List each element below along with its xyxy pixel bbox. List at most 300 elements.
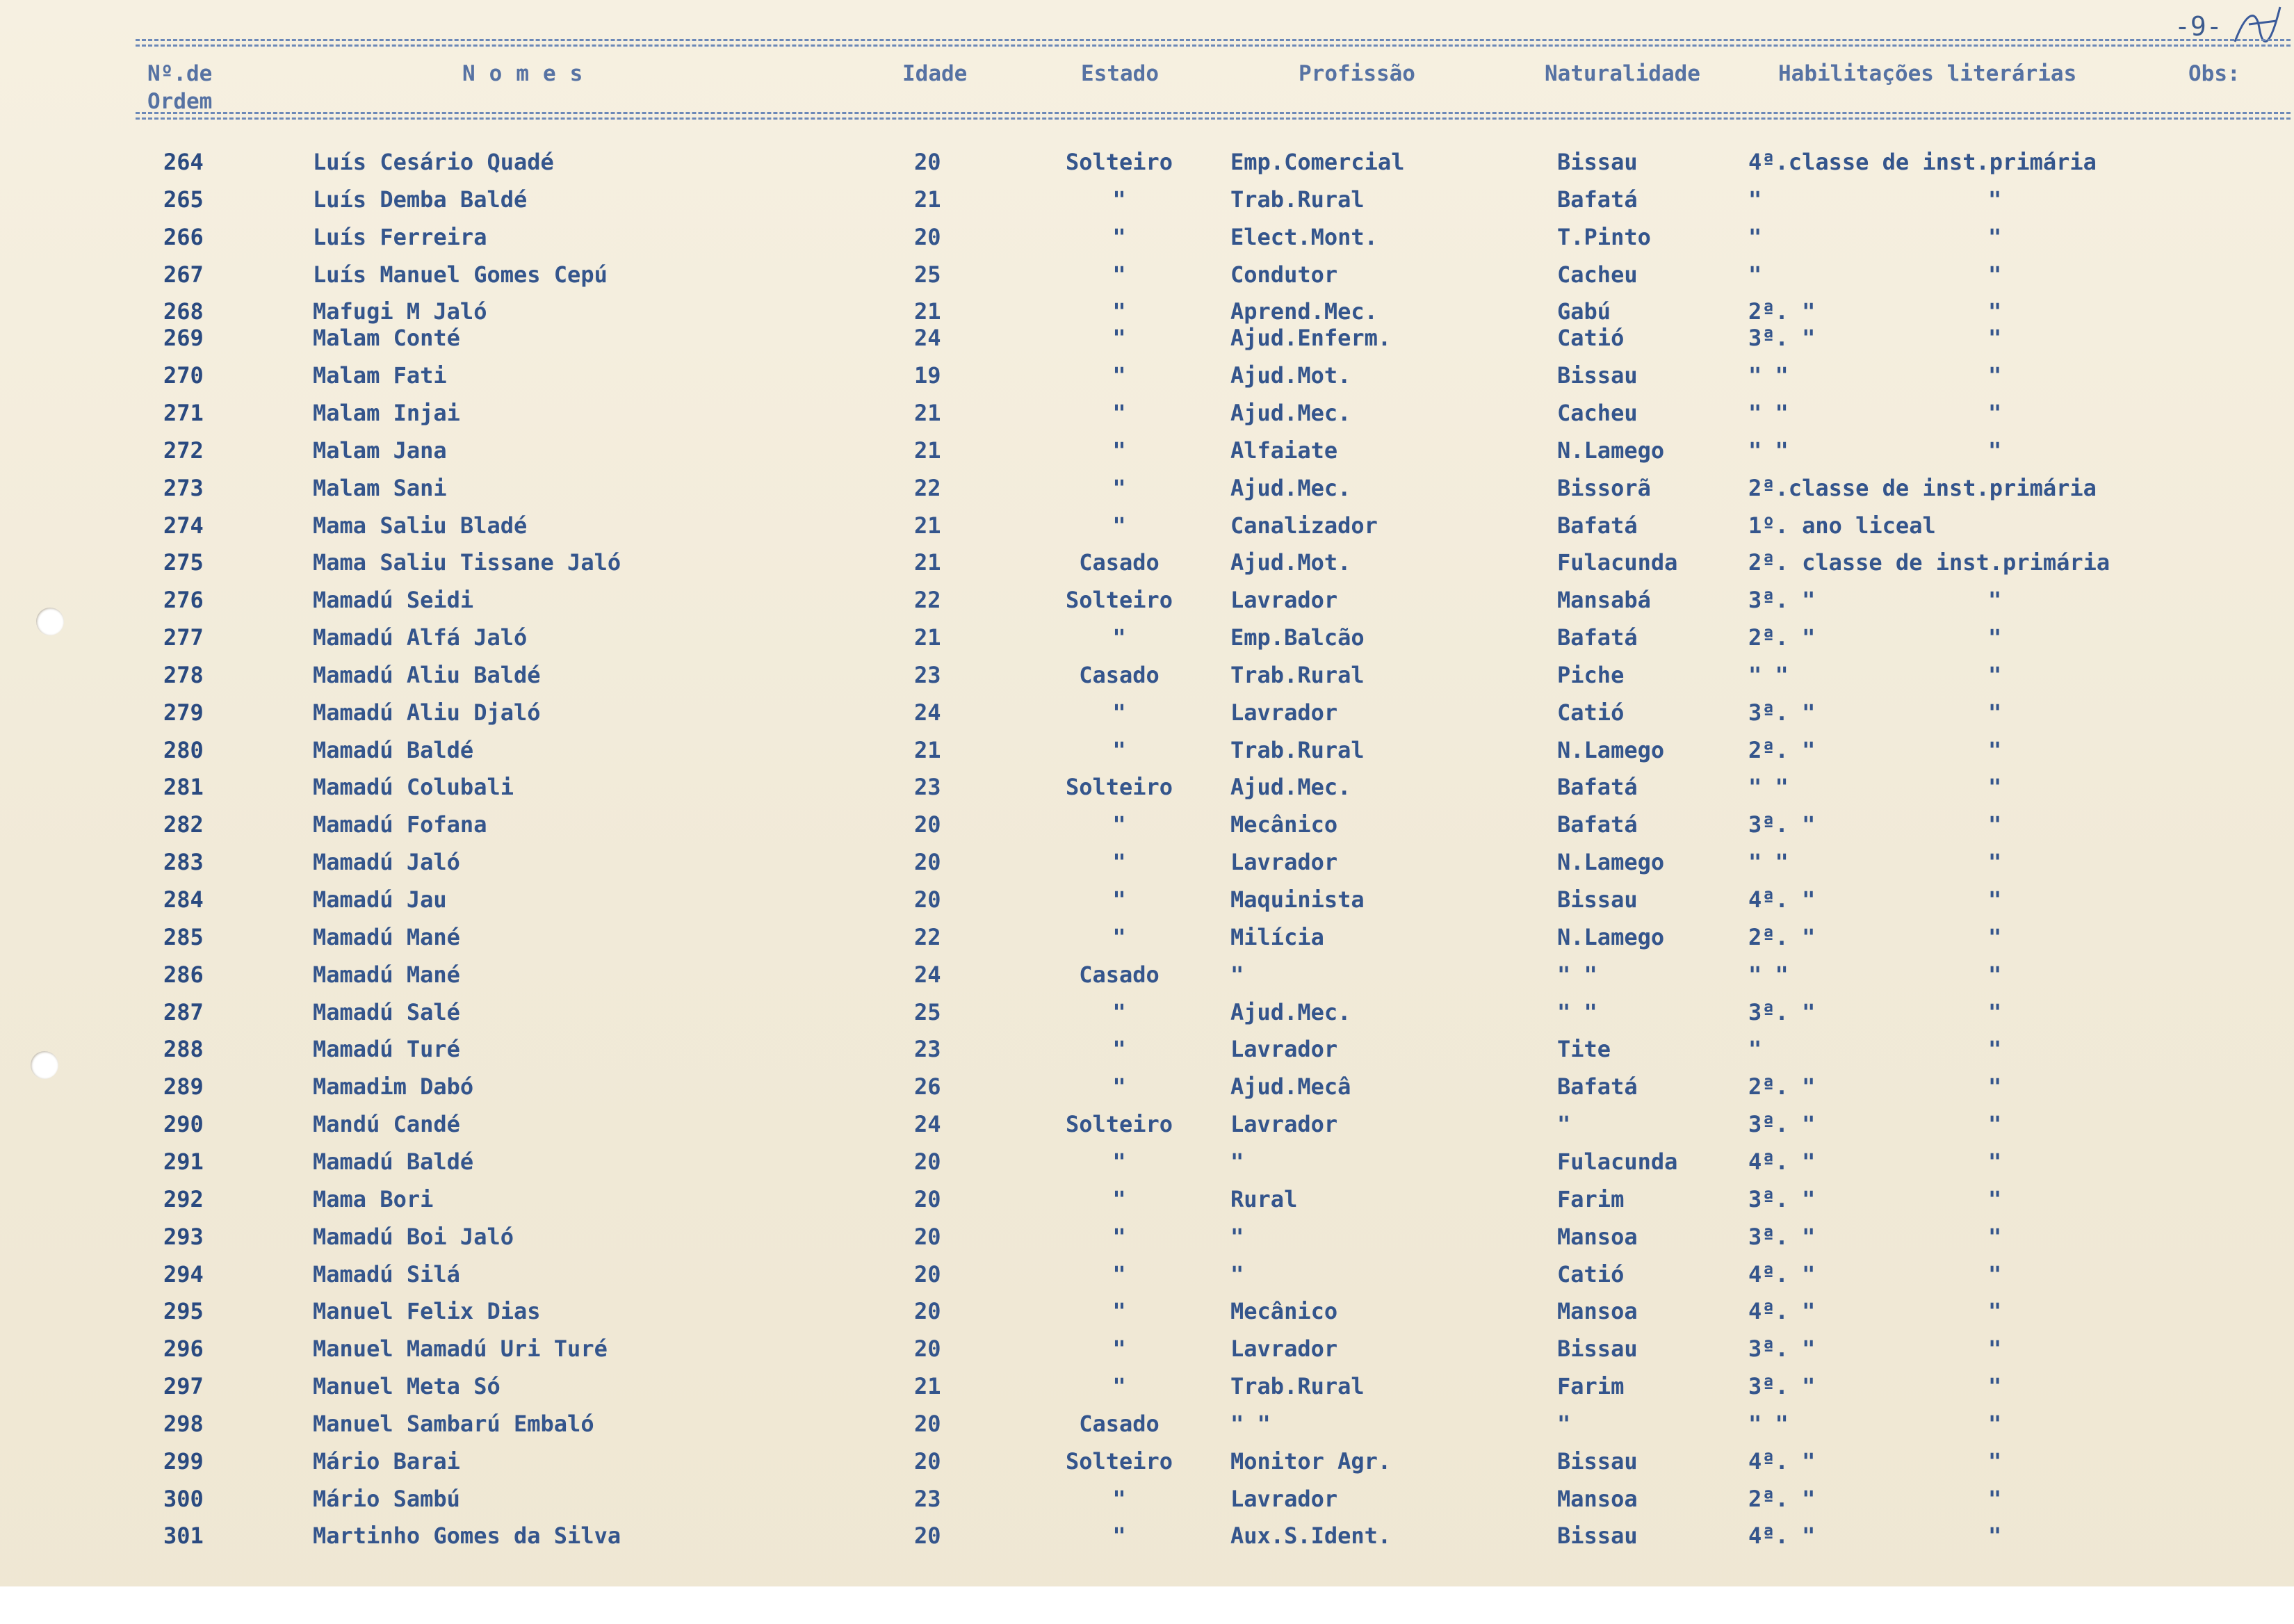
- table-row: [0, 508, 2294, 543]
- marital-status-cell: ": [1112, 261, 1126, 288]
- marital-status-cell: ": [1112, 1036, 1126, 1062]
- marital-status-cell: ": [1112, 325, 1126, 351]
- table-row: [0, 1444, 2294, 1479]
- education-cell: ": [1748, 1036, 1762, 1062]
- name-cell: Malam Sani: [313, 475, 447, 501]
- name-cell: Mafugi M Jaló: [313, 298, 487, 325]
- education-ditto-cell: ": [1988, 1373, 2002, 1399]
- education-cell: 4ª. ": [1748, 1298, 1816, 1324]
- name-cell: Mamadú Colubali: [313, 774, 514, 800]
- education-cell: " ": [1748, 1411, 1789, 1437]
- origin-cell: Bafatá: [1557, 186, 1638, 213]
- order-number-cell: 280: [163, 737, 204, 763]
- age-cell: 20: [914, 849, 941, 875]
- marital-status-cell: Solteiro: [1065, 774, 1173, 800]
- age-cell: 21: [914, 549, 941, 576]
- profession-cell: Lavrador: [1230, 1111, 1338, 1137]
- origin-cell: Bissorã: [1557, 475, 1651, 501]
- education-cell: 4ª. ": [1748, 1148, 1816, 1175]
- education-cell: 2ª. ": [1748, 624, 1816, 651]
- order-number-cell: 292: [163, 1186, 204, 1212]
- education-ditto-cell: ": [1988, 1298, 2002, 1324]
- marital-status-cell: ": [1112, 924, 1126, 950]
- education-ditto-cell: ": [1988, 1411, 2002, 1437]
- marital-status-cell: Casado: [1079, 961, 1160, 988]
- profession-cell: Lavrador: [1230, 699, 1338, 726]
- education-ditto-cell: ": [1988, 261, 2002, 288]
- header-origin: Naturalidade: [1545, 61, 1700, 86]
- marital-status-cell: ": [1112, 400, 1126, 426]
- name-cell: Mamadú Baldé: [313, 1148, 474, 1175]
- table-row: [0, 658, 2294, 692]
- marital-status-cell: ": [1112, 1335, 1126, 1362]
- age-cell: 24: [914, 325, 941, 351]
- education-ditto-cell: ": [1988, 437, 2002, 464]
- origin-cell: Catió: [1557, 325, 1625, 351]
- education-cell: 2ª. ": [1748, 737, 1816, 763]
- order-number-cell: 283: [163, 849, 204, 875]
- age-cell: 22: [914, 924, 941, 950]
- origin-cell: Bissau: [1557, 149, 1638, 175]
- origin-cell: Farim: [1557, 1373, 1625, 1399]
- order-number-cell: 285: [163, 924, 204, 950]
- profession-cell: Mecânico: [1230, 811, 1338, 838]
- age-cell: 20: [914, 1224, 941, 1250]
- header-age: Idade: [902, 61, 968, 86]
- origin-cell: Bafatá: [1557, 512, 1638, 539]
- profession-cell: Lavrador: [1230, 1036, 1338, 1062]
- education-cell: ": [1748, 186, 1762, 213]
- order-number-cell: 291: [163, 1148, 204, 1175]
- table-row: [0, 545, 2294, 580]
- origin-cell: Mansabá: [1557, 587, 1651, 613]
- origin-cell: " ": [1557, 961, 1597, 988]
- education-cell: 2ª.classe de inst.primária: [1748, 475, 2097, 501]
- name-cell: Luís Ferreira: [313, 224, 487, 250]
- profession-cell: Aux.S.Ident.: [1230, 1522, 1392, 1549]
- profession-cell: Emp.Balcão: [1230, 624, 1365, 651]
- education-ditto-cell: ": [1988, 624, 2002, 651]
- profession-cell: Lavrador: [1230, 849, 1338, 875]
- education-cell: " ": [1748, 774, 1789, 800]
- profession-cell: Ajud.Mec.: [1230, 400, 1351, 426]
- name-cell: Mamadú Jaló: [313, 849, 460, 875]
- age-cell: 20: [914, 1148, 941, 1175]
- name-cell: Mandú Candé: [313, 1111, 460, 1137]
- table-row: [0, 1518, 2294, 1553]
- marital-status-cell: ": [1112, 1522, 1126, 1549]
- table-row: [0, 1107, 2294, 1142]
- table-row: [0, 1257, 2294, 1292]
- origin-cell: Bafatá: [1557, 1073, 1638, 1100]
- marital-status-cell: Casado: [1079, 1411, 1160, 1437]
- name-cell: Mamadú Silá: [313, 1261, 460, 1288]
- education-ditto-cell: ": [1988, 1186, 2002, 1212]
- education-ditto-cell: ": [1988, 186, 2002, 213]
- order-number-cell: 265: [163, 186, 204, 213]
- origin-cell: ": [1557, 1111, 1571, 1137]
- name-cell: Manuel Sambarú Embaló: [313, 1411, 594, 1437]
- marital-status-cell: ": [1112, 624, 1126, 651]
- marital-status-cell: ": [1112, 1148, 1126, 1175]
- age-cell: 20: [914, 1298, 941, 1324]
- name-cell: Malam Conté: [313, 325, 460, 351]
- education-cell: 3ª. ": [1748, 811, 1816, 838]
- order-number-cell: 271: [163, 400, 204, 426]
- origin-cell: Bissau: [1557, 1522, 1638, 1549]
- order-number-cell: 264: [163, 149, 204, 175]
- table-row: [0, 1331, 2294, 1366]
- table-row: [0, 1144, 2294, 1179]
- education-cell: " ": [1748, 662, 1789, 688]
- name-cell: Mamadú Aliu Djaló: [313, 699, 541, 726]
- profession-cell: ": [1230, 1224, 1244, 1250]
- profession-cell: Emp.Comercial: [1230, 149, 1405, 175]
- age-cell: 19: [914, 362, 941, 389]
- age-cell: 23: [914, 774, 941, 800]
- marital-status-cell: Solteiro: [1065, 587, 1173, 613]
- handwritten-initials-mark: [2228, 0, 2287, 56]
- page-number: -9-: [2174, 11, 2222, 42]
- name-cell: Mama Bori: [313, 1186, 434, 1212]
- marital-status-cell: Solteiro: [1065, 1448, 1173, 1475]
- table-row: [0, 620, 2294, 655]
- education-ditto-cell: ": [1988, 400, 2002, 426]
- profession-cell: ": [1230, 1148, 1244, 1175]
- marital-status-cell: Solteiro: [1065, 1111, 1173, 1137]
- header-profession: Profissão: [1299, 61, 1415, 86]
- education-ditto-cell: ": [1988, 699, 2002, 726]
- education-ditto-cell: ": [1988, 662, 2002, 688]
- table-row: [0, 1481, 2294, 1516]
- age-cell: 20: [914, 1186, 941, 1212]
- age-cell: 23: [914, 1036, 941, 1062]
- education-ditto-cell: ": [1988, 325, 2002, 351]
- table-row: [0, 845, 2294, 879]
- name-cell: Luís Demba Baldé: [313, 186, 528, 213]
- origin-cell: Tite: [1557, 1036, 1611, 1062]
- name-cell: Malam Jana: [313, 437, 447, 464]
- name-cell: Manuel Meta Só: [313, 1373, 501, 1399]
- education-cell: 4ª. ": [1748, 886, 1816, 913]
- age-cell: 20: [914, 1335, 941, 1362]
- order-number-cell: 274: [163, 512, 204, 539]
- name-cell: Mama Saliu Bladé: [313, 512, 528, 539]
- profession-cell: Ajud.Mot.: [1230, 362, 1351, 389]
- order-number-cell: 287: [163, 999, 204, 1025]
- header-education: Habilitações literárias: [1778, 61, 2077, 86]
- profession-cell: Ajud.Mec.: [1230, 475, 1351, 501]
- age-cell: 21: [914, 624, 941, 651]
- marital-status-cell: ": [1112, 886, 1126, 913]
- origin-cell: N.Lamego: [1557, 437, 1665, 464]
- order-number-cell: 289: [163, 1073, 204, 1100]
- education-cell: 2ª. ": [1748, 1073, 1816, 1100]
- education-ditto-cell: ": [1988, 1036, 2002, 1062]
- profession-cell: Ajud.Mec.: [1230, 999, 1351, 1025]
- education-cell: 4ª. ": [1748, 1522, 1816, 1549]
- marital-status-cell: ": [1112, 849, 1126, 875]
- table-row: [0, 145, 2294, 179]
- marital-status-cell: ": [1112, 475, 1126, 501]
- name-cell: Mamadú Mané: [313, 924, 460, 950]
- education-cell: ": [1748, 261, 1762, 288]
- marital-status-cell: ": [1112, 186, 1126, 213]
- education-ditto-cell: ": [1988, 1261, 2002, 1288]
- order-number-cell: 293: [163, 1224, 204, 1250]
- education-ditto-cell: ": [1988, 1448, 2002, 1475]
- name-cell: Martinho Gomes da Silva: [313, 1522, 621, 1549]
- table-row: [0, 957, 2294, 992]
- age-cell: 24: [914, 699, 941, 726]
- origin-cell: Bissau: [1557, 886, 1638, 913]
- order-number-cell: 286: [163, 961, 204, 988]
- education-cell: 3ª. ": [1748, 1224, 1816, 1250]
- education-cell: 3ª. ": [1748, 1186, 1816, 1212]
- age-cell: 22: [914, 475, 941, 501]
- table-row: [0, 257, 2294, 292]
- origin-cell: Bissau: [1557, 362, 1638, 389]
- name-cell: Mamadú Fofana: [313, 811, 487, 838]
- age-cell: 20: [914, 149, 941, 175]
- origin-cell: Bissau: [1557, 1335, 1638, 1362]
- profession-cell: Alfaiate: [1230, 437, 1338, 464]
- origin-cell: Mansoa: [1557, 1486, 1638, 1512]
- age-cell: 21: [914, 298, 941, 325]
- table-row: [0, 396, 2294, 430]
- order-number-cell: 281: [163, 774, 204, 800]
- name-cell: Malam Injai: [313, 400, 460, 426]
- profession-cell: Maquinista: [1230, 886, 1365, 913]
- table-row: [0, 807, 2294, 842]
- age-cell: 21: [914, 512, 941, 539]
- age-cell: 23: [914, 662, 941, 688]
- profession-cell: " ": [1230, 1411, 1271, 1437]
- origin-cell: Piche: [1557, 662, 1625, 688]
- order-number-cell: 267: [163, 261, 204, 288]
- education-cell: " ": [1748, 362, 1789, 389]
- education-cell: 3ª. ": [1748, 999, 1816, 1025]
- profession-cell: Canalizador: [1230, 512, 1378, 539]
- order-number-cell: 277: [163, 624, 204, 651]
- age-cell: 20: [914, 886, 941, 913]
- table-row: [0, 695, 2294, 730]
- marital-status-cell: ": [1112, 811, 1126, 838]
- profession-cell: Trab.Rural: [1230, 186, 1365, 213]
- origin-cell: Fulacunda: [1557, 1148, 1678, 1175]
- table-row: [0, 920, 2294, 955]
- education-ditto-cell: ": [1988, 224, 2002, 250]
- table-row: [0, 1182, 2294, 1217]
- order-number-cell: 276: [163, 587, 204, 613]
- name-cell: Mamadú Mané: [313, 961, 460, 988]
- age-cell: 21: [914, 400, 941, 426]
- education-ditto-cell: ": [1988, 1522, 2002, 1549]
- marital-status-cell: ": [1112, 737, 1126, 763]
- education-ditto-cell: ": [1988, 886, 2002, 913]
- table-row: [0, 182, 2294, 217]
- marital-status-cell: ": [1112, 1224, 1126, 1250]
- profession-cell: ": [1230, 1261, 1244, 1288]
- education-cell: " ": [1748, 849, 1789, 875]
- name-cell: Mamadú Baldé: [313, 737, 474, 763]
- education-cell: 4ª.classe de inst.primária: [1748, 149, 2097, 175]
- table-row: [0, 1069, 2294, 1104]
- order-number-cell: 297: [163, 1373, 204, 1399]
- education-cell: 2ª. ": [1748, 1486, 1816, 1512]
- order-number-cell: 268: [163, 298, 204, 325]
- name-cell: Mamadú Turé: [313, 1036, 460, 1062]
- marital-status-cell: ": [1112, 1186, 1126, 1212]
- age-cell: 20: [914, 811, 941, 838]
- order-number-cell: 266: [163, 224, 204, 250]
- table-row: [0, 583, 2294, 617]
- education-ditto-cell: ": [1988, 1335, 2002, 1362]
- table-row: [0, 220, 2294, 254]
- education-ditto-cell: ": [1988, 924, 2002, 950]
- education-cell: 2ª. ": [1748, 298, 1816, 325]
- header-names: Nomes: [462, 61, 597, 86]
- origin-cell: Catió: [1557, 1261, 1625, 1288]
- age-cell: 21: [914, 1373, 941, 1399]
- marital-status-cell: ": [1112, 1261, 1126, 1288]
- profession-cell: Lavrador: [1230, 587, 1338, 613]
- table-row: [0, 995, 2294, 1030]
- table-row: [0, 320, 2294, 355]
- origin-cell: Cacheu: [1557, 261, 1638, 288]
- age-cell: 23: [914, 1486, 941, 1512]
- table-row: [0, 733, 2294, 768]
- origin-cell: Catió: [1557, 699, 1625, 726]
- profession-cell: Condutor: [1230, 261, 1338, 288]
- age-cell: 20: [914, 1522, 941, 1549]
- name-cell: Mário Barai: [313, 1448, 460, 1475]
- marital-status-cell: ": [1112, 1073, 1126, 1100]
- name-cell: Mamadú Boi Jaló: [313, 1224, 514, 1250]
- name-cell: Manuel Mamadú Uri Turé: [313, 1335, 608, 1362]
- education-ditto-cell: ": [1988, 1073, 2002, 1100]
- profession-cell: Rural: [1230, 1186, 1298, 1212]
- marital-status-cell: ": [1112, 1373, 1126, 1399]
- header-bottom-rule: [136, 112, 2291, 114]
- origin-cell: Cacheu: [1557, 400, 1638, 426]
- name-cell: Luís Cesário Quadé: [313, 149, 554, 175]
- origin-cell: Bissau: [1557, 1448, 1638, 1475]
- punch-hole: [36, 608, 64, 635]
- education-cell: 3ª. ": [1748, 699, 1816, 726]
- table-row: [0, 471, 2294, 505]
- order-number-cell: 294: [163, 1261, 204, 1288]
- education-ditto-cell: ": [1988, 849, 2002, 875]
- origin-cell: " ": [1557, 999, 1597, 1025]
- order-number-cell: 284: [163, 886, 204, 913]
- table-row: [0, 882, 2294, 917]
- profession-cell: Trab.Rural: [1230, 662, 1365, 688]
- age-cell: 20: [914, 1261, 941, 1288]
- education-ditto-cell: ": [1988, 999, 2002, 1025]
- origin-cell: Fulacunda: [1557, 549, 1678, 576]
- marital-status-cell: ": [1112, 362, 1126, 389]
- table-row: [0, 1219, 2294, 1254]
- name-cell: Mamadú Alfá Jaló: [313, 624, 528, 651]
- education-ditto-cell: ": [1988, 362, 2002, 389]
- age-cell: 26: [914, 1073, 941, 1100]
- marital-status-cell: ": [1112, 512, 1126, 539]
- name-cell: Malam Fati: [313, 362, 447, 389]
- profession-cell: Trab.Rural: [1230, 1373, 1365, 1399]
- marital-status-cell: ": [1112, 224, 1126, 250]
- order-number-cell: 296: [163, 1335, 204, 1362]
- age-cell: 22: [914, 587, 941, 613]
- age-cell: 20: [914, 1448, 941, 1475]
- table-row: [0, 1294, 2294, 1329]
- profession-cell: Trab.Rural: [1230, 737, 1365, 763]
- order-number-cell: 272: [163, 437, 204, 464]
- age-cell: 25: [914, 261, 941, 288]
- profession-cell: Ajud.Mec.: [1230, 774, 1351, 800]
- profession-cell: Elect.Mont.: [1230, 224, 1378, 250]
- origin-cell: N.Lamego: [1557, 849, 1665, 875]
- name-cell: Mário Sambú: [313, 1486, 460, 1512]
- education-cell: 3ª. ": [1748, 1335, 1816, 1362]
- order-number-cell: 290: [163, 1111, 204, 1137]
- origin-cell: Bafatá: [1557, 811, 1638, 838]
- age-cell: 21: [914, 737, 941, 763]
- marital-status-cell: ": [1112, 437, 1126, 464]
- origin-cell: N.Lamego: [1557, 737, 1665, 763]
- profession-cell: Ajud.Mecâ: [1230, 1073, 1351, 1100]
- age-cell: 24: [914, 1111, 941, 1137]
- profession-cell: Lavrador: [1230, 1486, 1338, 1512]
- education-ditto-cell: ": [1988, 1111, 2002, 1137]
- education-ditto-cell: ": [1988, 961, 2002, 988]
- order-number-cell: 295: [163, 1298, 204, 1324]
- education-ditto-cell: ": [1988, 1148, 2002, 1175]
- order-number-cell: 270: [163, 362, 204, 389]
- profession-cell: Mecânico: [1230, 1298, 1338, 1324]
- age-cell: 21: [914, 186, 941, 213]
- header-top-rule-2: [136, 44, 2291, 47]
- origin-cell: Bafatá: [1557, 774, 1638, 800]
- order-number-cell: 279: [163, 699, 204, 726]
- marital-status-cell: ": [1112, 699, 1126, 726]
- education-cell: 4ª. ": [1748, 1261, 1816, 1288]
- education-cell: ": [1748, 224, 1762, 250]
- marital-status-cell: ": [1112, 1486, 1126, 1512]
- education-ditto-cell: ": [1988, 1224, 2002, 1250]
- marital-status-cell: ": [1112, 1298, 1126, 1324]
- punch-hole: [31, 1051, 58, 1079]
- order-number-cell: 301: [163, 1522, 204, 1549]
- header-order-number: Nº.de Ordem: [147, 61, 213, 114]
- education-cell: 3ª. ": [1748, 325, 1816, 351]
- order-number-cell: 300: [163, 1486, 204, 1512]
- marital-status-cell: Casado: [1079, 662, 1160, 688]
- education-cell: " ": [1748, 961, 1789, 988]
- origin-cell: Gabú: [1557, 298, 1611, 325]
- education-cell: 3ª. ": [1748, 1111, 1816, 1137]
- header-top-rule: [136, 39, 2291, 41]
- education-ditto-cell: ": [1988, 737, 2002, 763]
- marital-status-cell: ": [1112, 999, 1126, 1025]
- name-cell: Mamadú Jau: [313, 886, 447, 913]
- name-cell: Mamadú Aliu Baldé: [313, 662, 541, 688]
- origin-cell: Mansoa: [1557, 1298, 1638, 1324]
- table-row: [0, 358, 2294, 393]
- table-row: [0, 1406, 2294, 1441]
- marital-status-cell: Solteiro: [1065, 149, 1173, 175]
- profession-cell: Ajud.Mot.: [1230, 549, 1351, 576]
